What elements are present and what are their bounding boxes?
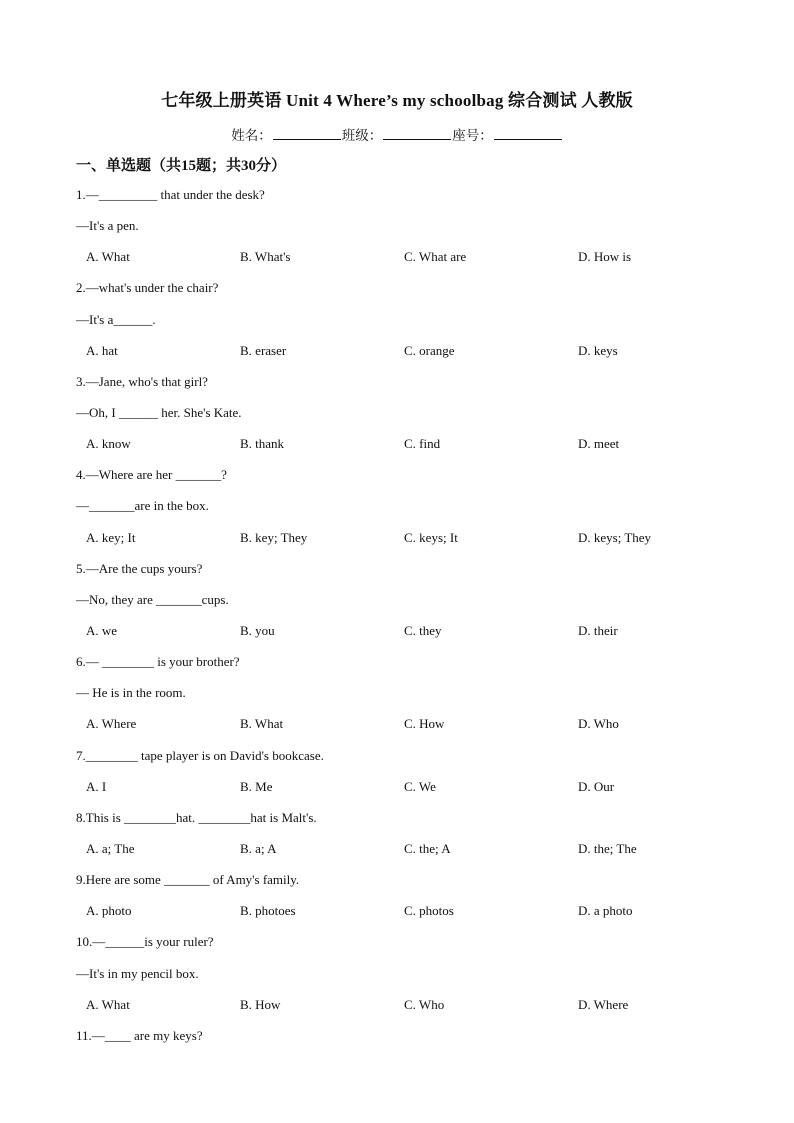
option-a[interactable]: A. photo <box>86 903 132 919</box>
option-b[interactable]: B. you <box>240 622 275 638</box>
option-a[interactable]: A. key; It <box>86 529 136 545</box>
option-d[interactable]: D. Our <box>578 778 615 794</box>
answer-options <box>76 900 736 931</box>
option-c[interactable]: C. How <box>404 716 445 732</box>
option-c[interactable]: C. photos <box>404 903 454 919</box>
option-b[interactable]: B. What <box>240 716 284 732</box>
question-line: —It's a______. <box>76 311 156 327</box>
answer-options <box>76 713 736 744</box>
page-title: 七年级上册英语 Unit 4 Where’s my schoolbag 综合测试 人教版 <box>161 91 633 110</box>
option-b[interactable]: B. Me <box>240 778 273 794</box>
answer-options <box>76 527 736 558</box>
answer-options <box>76 340 736 371</box>
option-b[interactable]: B. eraser <box>240 342 287 358</box>
option-d[interactable]: D. their <box>578 622 618 638</box>
question-line: —It's in my pencil box. <box>76 965 199 981</box>
option-d[interactable]: D. the; The <box>578 840 637 856</box>
option-c[interactable]: C. they <box>404 622 442 638</box>
section-heading: 一、单选题（共15题；共30分） <box>76 158 287 174</box>
answer-options <box>76 776 736 807</box>
option-d[interactable]: D. keys <box>578 342 618 358</box>
question-line: 10.—______is your ruler? <box>76 934 214 950</box>
question-line: —It's a pen. <box>76 218 139 234</box>
name-blank[interactable] <box>273 126 341 140</box>
answer-options <box>76 433 736 464</box>
option-d[interactable]: D. meet <box>578 436 620 452</box>
option-a[interactable]: A. What <box>86 249 130 265</box>
option-d[interactable]: D. Who <box>578 716 619 732</box>
option-b[interactable]: B. What's <box>240 249 291 265</box>
question-line: 9.Here are some _______ of Amy's family. <box>76 872 300 888</box>
option-b[interactable]: B. a; A <box>240 840 277 856</box>
question-line: 11.—____ are my keys? <box>76 1027 203 1043</box>
option-c[interactable]: C. orange <box>404 342 455 358</box>
option-d[interactable]: D. keys; They <box>578 529 652 545</box>
option-a[interactable]: A. Where <box>86 716 137 732</box>
option-d[interactable]: D. a photo <box>578 903 633 919</box>
class-blank[interactable] <box>383 126 451 140</box>
answer-options <box>76 838 736 869</box>
question-line: —Oh, I ______ her. She's Kate. <box>76 404 242 420</box>
question-line: 4.—Where are her _______? <box>76 467 227 483</box>
option-a[interactable]: A. hat <box>86 342 118 358</box>
option-b[interactable]: B. photoes <box>240 903 296 919</box>
option-b[interactable]: B. How <box>240 996 281 1012</box>
student-info-line <box>0 124 794 144</box>
answer-options <box>76 994 736 1025</box>
option-d[interactable]: D. Where <box>578 996 629 1012</box>
option-a[interactable]: A. know <box>86 436 131 452</box>
option-c[interactable]: C. keys; It <box>404 529 458 545</box>
option-c[interactable]: C. We <box>404 778 436 794</box>
option-c[interactable]: C. Who <box>404 996 445 1012</box>
option-b[interactable]: B. thank <box>240 436 285 452</box>
seat-blank[interactable] <box>494 126 562 140</box>
question-line: —_______are in the box. <box>76 498 209 514</box>
option-a[interactable]: A. a; The <box>86 840 135 856</box>
option-c[interactable]: C. What are <box>404 249 467 265</box>
question-line: 2.—what's under the chair? <box>76 280 219 296</box>
question-line: 8.This is ________hat. ________hat is Malt's. <box>76 809 317 825</box>
seat-label: 座号： <box>452 128 493 143</box>
class-label: 班级： <box>341 128 383 143</box>
option-c[interactable]: C. the; A <box>404 840 451 856</box>
option-b[interactable]: B. key; They <box>240 529 308 545</box>
option-a[interactable]: A. we <box>86 622 118 638</box>
question-line: — He is in the room. <box>76 685 186 701</box>
question-line: 7.________ tape player is on David's bookcase. <box>76 747 324 763</box>
option-a[interactable]: A. What <box>86 996 130 1012</box>
name-label: 姓名： <box>231 128 272 143</box>
question-line: 1.—_________ that under the desk? <box>76 187 265 202</box>
answer-options <box>76 620 736 651</box>
question-line: 6.— ________ is your brother? <box>76 654 240 670</box>
question-line: —No, they are _______cups. <box>76 591 229 607</box>
answer-options <box>76 246 736 277</box>
question-list <box>76 184 736 1056</box>
question-line: 3.—Jane, who's that girl? <box>76 373 208 389</box>
option-c[interactable]: C. find <box>404 436 441 452</box>
question-line: 5.—Are the cups yours? <box>76 560 203 576</box>
option-d[interactable]: D. How is <box>578 249 632 265</box>
option-a[interactable]: A. I <box>86 778 107 794</box>
